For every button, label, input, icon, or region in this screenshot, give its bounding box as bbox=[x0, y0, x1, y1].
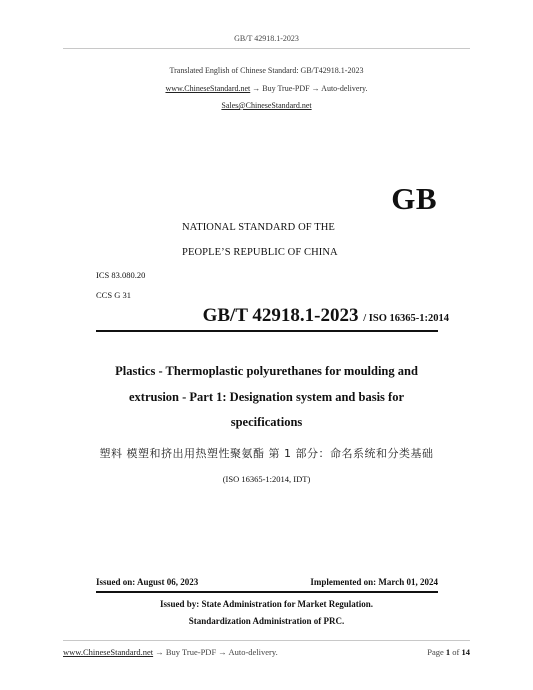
ccs-code: CCS G 31 bbox=[96, 290, 131, 300]
issue-divider bbox=[96, 591, 438, 593]
title-line-1: Plastics - Thermoplastic polyurethanes for moulding and bbox=[115, 364, 418, 378]
translation-note: Translated English of Chinese Standard: GB/T42918.1-2023 bbox=[169, 66, 364, 75]
title-line-2: extrusion - Part 1: Designation system and basis for bbox=[129, 390, 404, 404]
footer-buy-text: Buy True-PDF bbox=[165, 647, 217, 657]
title-line-3: specifications bbox=[230, 415, 303, 429]
site-link[interactable]: www.ChineseStandard.net bbox=[165, 84, 251, 93]
national-standard-line2: PEOPLE’S REPUBLIC OF CHINA bbox=[182, 247, 338, 258]
issuer-line-2: Standardization Administration of PRC. bbox=[188, 616, 345, 626]
issued-on-date: Issued on: August 06, 2023 bbox=[96, 577, 199, 587]
page-number: 1 bbox=[445, 647, 451, 657]
arrow-right-icon: → bbox=[252, 84, 261, 93]
chinese-title: 塑料 模塑和挤出用热塑性聚氨酯 第 1 部分：命名系统和分类基础 bbox=[99, 447, 434, 460]
of-label: of bbox=[452, 647, 460, 657]
delivery-text: Auto-delivery. bbox=[321, 84, 368, 93]
header-divider bbox=[63, 48, 470, 49]
sales-email-link[interactable]: Sales@ChineseStandard.net bbox=[221, 101, 312, 110]
total-pages: 14 bbox=[461, 647, 470, 657]
page-indicator bbox=[427, 647, 470, 657]
buy-pdf-text: Buy True-PDF bbox=[262, 84, 310, 93]
page-label: Page bbox=[427, 647, 444, 657]
title-divider bbox=[96, 330, 438, 332]
ics-code: ICS 83.080.20 bbox=[96, 270, 146, 280]
footer-divider bbox=[63, 640, 470, 641]
national-standard-line1: NATIONAL STANDARD OF THE bbox=[182, 222, 335, 233]
footer-purchase-line bbox=[63, 647, 278, 657]
purchase-line bbox=[0, 84, 533, 93]
issuer-line-1: Issued by: State Administration for Market Regulation. bbox=[159, 599, 374, 609]
gb-logo: GB bbox=[391, 181, 437, 216]
standard-number bbox=[203, 305, 449, 327]
email-line bbox=[0, 101, 533, 110]
footer-site-link[interactable]: www.ChineseStandard.net bbox=[63, 647, 154, 657]
arrow-right-icon: → bbox=[311, 84, 320, 93]
implemented-on-date: Implemented on: March 01, 2024 bbox=[310, 577, 438, 587]
arrow-right-icon: → bbox=[218, 647, 227, 657]
standard-code: GB/T 42918.1-2023 bbox=[202, 305, 359, 326]
running-header: GB/T 42918.1-2023 bbox=[234, 34, 299, 43]
iso-reference: / ISO 16365-1:2014 bbox=[363, 313, 449, 324]
iso-equivalence: (ISO 16365-1:2014, IDT) bbox=[222, 474, 311, 484]
footer-delivery-text: Auto-delivery. bbox=[228, 647, 278, 657]
arrow-right-icon: → bbox=[155, 647, 164, 657]
